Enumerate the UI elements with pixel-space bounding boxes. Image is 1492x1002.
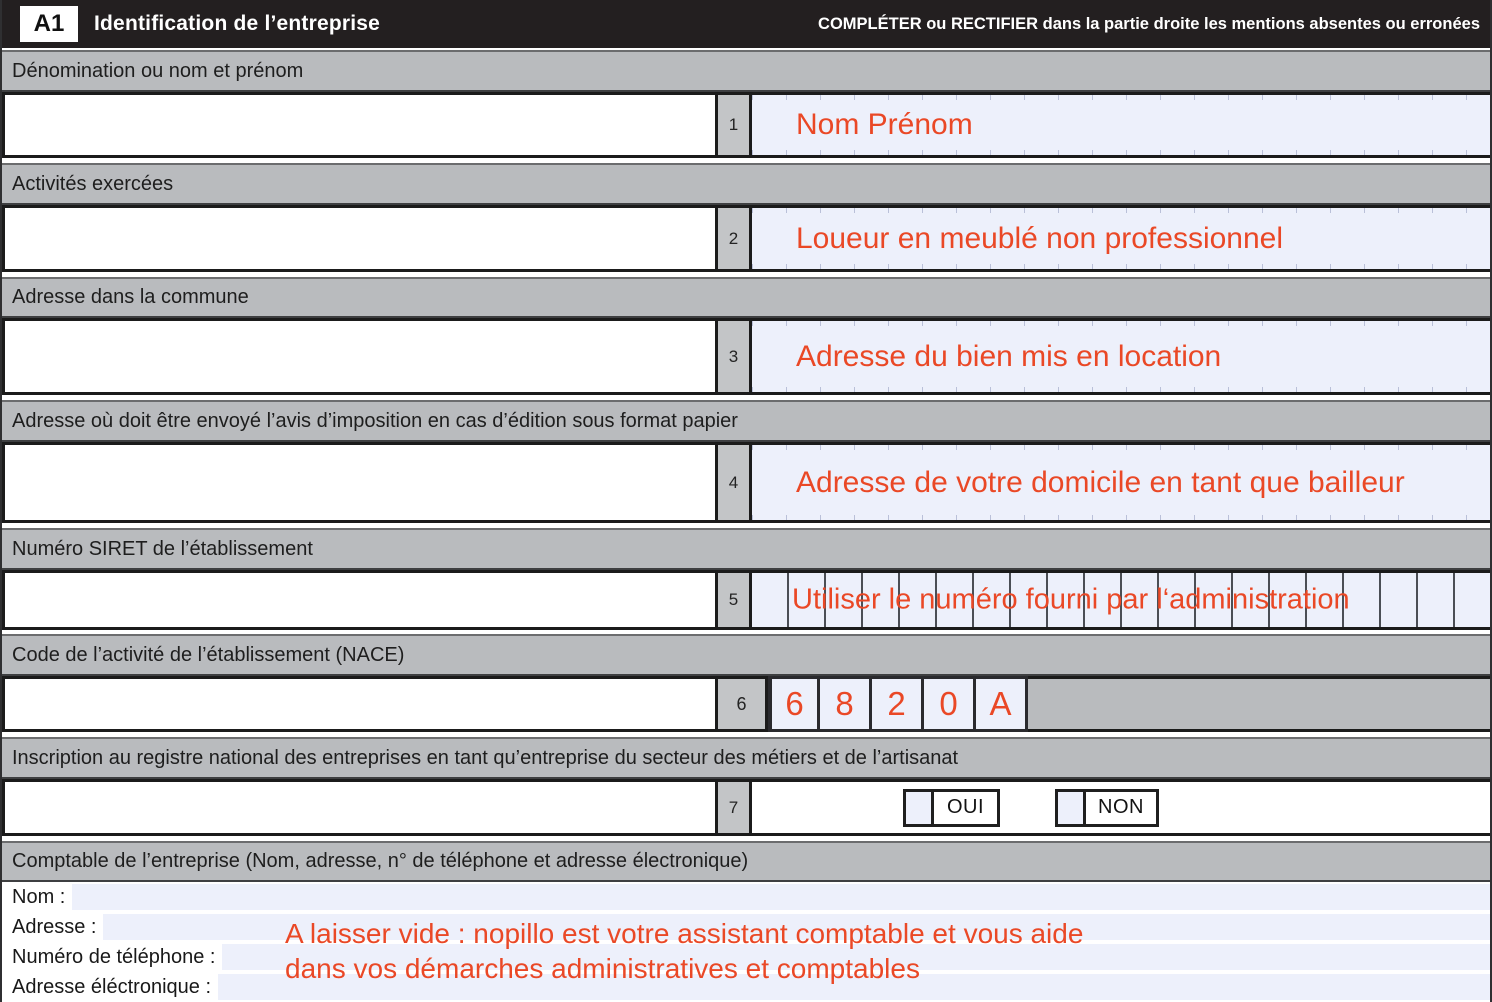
row-activites (2, 205, 1490, 272)
siret-cell[interactable] (752, 573, 789, 627)
checkbox-non[interactable] (1055, 789, 1086, 827)
row-denomination (2, 92, 1490, 158)
input-adresse-avis[interactable] (2, 442, 718, 523)
annotation-comptable-line1: A laisser vide : nopillo est votre assistant comptable et vous aide (285, 918, 1084, 949)
siret-cell[interactable] (1418, 573, 1455, 627)
input-siret[interactable] (2, 570, 718, 630)
row-siret (2, 570, 1490, 630)
comptable-label-telephone: Numéro de téléphone : (12, 945, 216, 968)
label-adresse-commune: Adresse dans la commune (2, 277, 1490, 318)
nace-cell-3[interactable]: 2 (872, 676, 924, 732)
checkbox-non-label[interactable]: NON (1086, 789, 1159, 827)
input-adresse-commune[interactable] (2, 318, 718, 395)
section-header (2, 0, 1490, 48)
row-number-3: 3 (718, 318, 752, 395)
checkbox-oui-label[interactable]: OUI (934, 789, 1000, 827)
annotation-adresse-avis: Adresse de votre domicile en tant que bailleur (796, 465, 1405, 499)
row-number-7: 7 (718, 779, 752, 836)
nace-gray-filler (1028, 676, 1490, 732)
annotation-area-activites[interactable] (752, 205, 1490, 272)
input-nace[interactable] (2, 676, 718, 732)
input-denomination[interactable] (2, 92, 718, 158)
nace-cell-1[interactable]: 6 (768, 676, 820, 732)
annotation-siret: Utiliser le numéro fourni par l‘administration (792, 583, 1350, 616)
input-activites[interactable] (2, 205, 718, 272)
annotation-adresse-commune: Adresse du bien mis en location (796, 339, 1222, 373)
nace-cell-2[interactable]: 8 (820, 676, 872, 732)
row-number-5: 5 (718, 570, 752, 630)
oui-non-area (752, 779, 1490, 836)
nace-cell-5[interactable]: A (976, 676, 1028, 732)
comptable-label-email: Adresse éléctronique : (12, 975, 212, 998)
header-instruction: COMPLÉTER ou RECTIFIER dans la partie droite les mentions absentes ou erronées (818, 14, 1480, 33)
row-nace (2, 676, 1490, 732)
label-siret: Numéro SIRET de l’établissement (2, 528, 1490, 570)
section-title: Identification de l’entreprise (94, 12, 381, 35)
row-number-2: 2 (718, 205, 752, 272)
row-number-4: 4 (718, 442, 752, 523)
section-code-badge: A1 (20, 6, 78, 42)
row-adresse-commune (2, 318, 1490, 395)
label-denomination: Dénomination ou nom et prénom (2, 50, 1490, 92)
annotation-denomination: Nom Prénom (796, 108, 973, 141)
label-registre: Inscription au registre national des entreprises en tant qu’entreprise du secteur des métiers et de l’artisanat (2, 737, 1490, 779)
input-registre[interactable] (2, 779, 718, 836)
choice-oui (903, 789, 1000, 827)
siret-cells-area[interactable] (752, 570, 1490, 630)
row-number-6: 6 (718, 676, 768, 732)
siret-cell[interactable] (1381, 573, 1418, 627)
choice-non (1055, 789, 1159, 827)
label-nace: Code de l’activité de l’établissement (NACE) (2, 634, 1490, 676)
comptable-label-nom: Nom : (12, 885, 66, 908)
annotation-area-adresse-commune[interactable] (752, 318, 1490, 395)
nace-cell-4[interactable]: 0 (924, 676, 976, 732)
annotation-area-adresse-avis[interactable] (752, 442, 1490, 523)
row-number-1: 1 (718, 92, 752, 158)
label-comptable: Comptable de l’entreprise (Nom, adresse, n° de téléphone et adresse électronique) (2, 841, 1490, 882)
row-registre (2, 779, 1490, 836)
nace-cells-area (768, 676, 1490, 732)
annotation-comptable (285, 916, 1083, 986)
comptable-label-adresse: Adresse : (12, 915, 97, 938)
annotation-comptable-line2: dans vos démarches administratives et comptables (285, 953, 920, 984)
comptable-row-nom (2, 882, 1490, 912)
checkbox-oui[interactable] (903, 789, 934, 827)
annotation-activites: Loueur en meublé non professionnel (796, 221, 1284, 255)
label-activites: Activités exercées (2, 163, 1490, 205)
comptable-input-nom[interactable] (72, 884, 1490, 910)
siret-cell[interactable] (1455, 573, 1490, 627)
annotation-area-denomination[interactable] (752, 92, 1490, 158)
label-adresse-avis: Adresse où doit être envoyé l’avis d’imposition en cas d’édition sous format papier (2, 400, 1490, 442)
row-adresse-avis (2, 442, 1490, 523)
comptable-section (2, 882, 1490, 1002)
